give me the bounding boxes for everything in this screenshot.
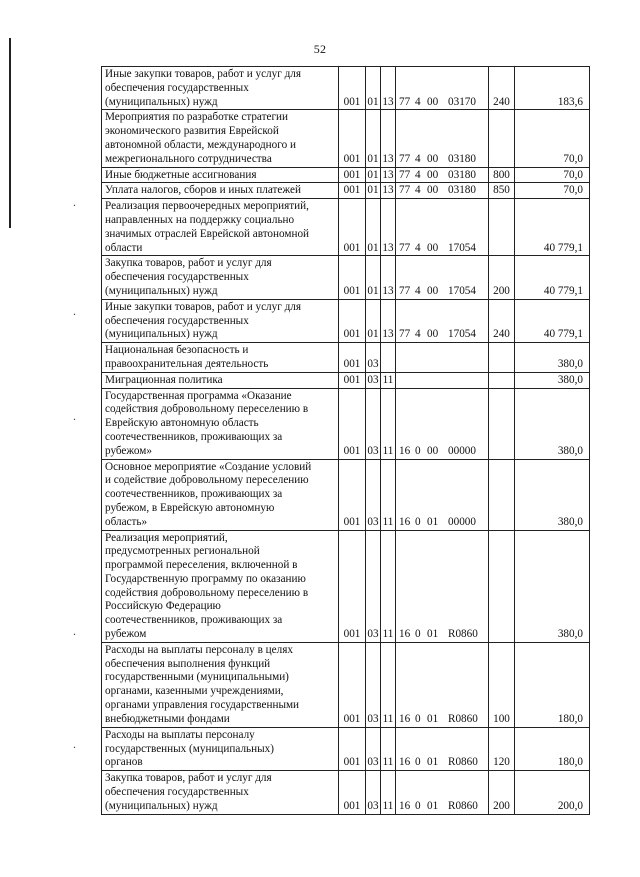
table-row — [102, 67, 590, 110]
row-pr: 11 — [381, 530, 396, 642]
row-sum: 40 779,1 — [515, 256, 590, 299]
table-row — [102, 459, 590, 530]
row-gr: 001 — [339, 642, 366, 727]
row-name: Расходы на выплаты персоналу государственных (муниципальных) органов — [102, 727, 339, 770]
row-gr: 001 — [339, 530, 366, 642]
csr-part: 17054 — [448, 284, 476, 297]
row-pr: 11 — [381, 727, 396, 770]
row-name: Миграционная политика — [102, 372, 339, 388]
binding-line — [9, 38, 11, 228]
row-gr: 001 — [339, 183, 366, 199]
margin-mark: . — [73, 409, 76, 423]
csr-part: 03170 — [448, 95, 476, 108]
row-gr: 001 — [339, 771, 366, 814]
table-row — [102, 256, 590, 299]
row-sum: 380,0 — [515, 372, 590, 388]
csr-part: 4 — [415, 168, 421, 181]
row-name: Расходы на выплаты персоналу в целях обеспечения выполнения функций государственными (муниципальными) органами, казенными учреждениями, органами управления государственными внебюджетными фондами — [102, 642, 339, 727]
csr-part: 17054 — [448, 241, 476, 254]
csr-part: 16 — [399, 628, 411, 641]
row-pr: 11 — [381, 642, 396, 727]
table-row — [102, 199, 590, 256]
csr-part: 4 — [415, 152, 421, 165]
csr-part: 00 — [427, 284, 439, 297]
csr-part: 03180 — [448, 184, 476, 197]
row-vr: 200 — [489, 256, 515, 299]
row-rz: 03 — [366, 530, 381, 642]
row-csr — [396, 67, 489, 110]
row-name: Иные закупки товаров, работ и услуг для обеспечения государственных (муниципальных) нужд — [102, 299, 339, 342]
row-vr — [489, 459, 515, 530]
row-csr — [396, 343, 489, 373]
page-number: 52 — [313, 42, 327, 56]
csr-part: R0860 — [448, 628, 478, 641]
csr-part: R0860 — [448, 799, 478, 812]
row-vr — [489, 199, 515, 256]
csr-part: 16 — [399, 713, 411, 726]
row-sum: 70,0 — [515, 183, 590, 199]
table-row — [102, 110, 590, 167]
csr-part: 01 — [427, 628, 439, 641]
csr-part: 77 — [399, 168, 411, 181]
row-rz: 03 — [366, 459, 381, 530]
table-row — [102, 183, 590, 199]
csr-part: 03180 — [448, 152, 476, 165]
row-pr: 11 — [381, 459, 396, 530]
row-csr — [396, 388, 489, 459]
row-sum: 183,6 — [515, 67, 590, 110]
row-sum: 180,0 — [515, 642, 590, 727]
table-row — [102, 530, 590, 642]
row-name: Реализация первоочередных мероприятий, направленных на поддержку социально значимых отраслей Еврейской автономной области — [102, 199, 339, 256]
row-sum: 70,0 — [515, 110, 590, 167]
row-gr: 001 — [339, 727, 366, 770]
csr-part: 0 — [415, 515, 421, 528]
row-pr: 13 — [381, 167, 396, 183]
csr-part: 01 — [427, 713, 439, 726]
row-name: Уплата налогов, сборов и иных платежей — [102, 183, 339, 199]
table-row — [102, 642, 590, 727]
row-rz: 01 — [366, 110, 381, 167]
csr-part: 01 — [427, 799, 439, 812]
row-csr — [396, 372, 489, 388]
csr-part: 00 — [427, 444, 439, 457]
csr-part: 03180 — [448, 168, 476, 181]
row-pr: 11 — [381, 388, 396, 459]
row-pr: 13 — [381, 256, 396, 299]
csr-part: 77 — [399, 95, 411, 108]
row-gr: 001 — [339, 343, 366, 373]
row-vr: 800 — [489, 167, 515, 183]
row-rz: 01 — [366, 256, 381, 299]
row-gr: 001 — [339, 372, 366, 388]
row-sum: 380,0 — [515, 530, 590, 642]
row-sum: 70,0 — [515, 167, 590, 183]
row-gr: 001 — [339, 459, 366, 530]
csr-part: 16 — [399, 515, 411, 528]
row-vr — [489, 372, 515, 388]
csr-part: 00 — [427, 184, 439, 197]
row-csr — [396, 256, 489, 299]
csr-part: 4 — [415, 95, 421, 108]
row-sum: 40 779,1 — [515, 299, 590, 342]
row-rz: 03 — [366, 372, 381, 388]
row-vr: 240 — [489, 299, 515, 342]
row-vr — [489, 343, 515, 373]
row-rz: 03 — [366, 343, 381, 373]
csr-part: 77 — [399, 284, 411, 297]
csr-part: 00000 — [448, 515, 476, 528]
row-sum: 200,0 — [515, 771, 590, 814]
csr-part: 4 — [415, 284, 421, 297]
csr-part: 00 — [427, 152, 439, 165]
row-rz: 03 — [366, 388, 381, 459]
budget-table — [101, 66, 590, 815]
margin-mark: . — [73, 624, 76, 638]
csr-part: 17054 — [448, 328, 476, 341]
row-csr — [396, 299, 489, 342]
row-csr — [396, 199, 489, 256]
row-csr — [396, 771, 489, 814]
row-pr: 13 — [381, 299, 396, 342]
csr-part: 4 — [415, 241, 421, 254]
csr-part: 00 — [427, 328, 439, 341]
margin-mark: . — [73, 195, 76, 209]
table-row — [102, 771, 590, 814]
table-row — [102, 727, 590, 770]
margin-mark: . — [73, 737, 76, 751]
row-gr: 001 — [339, 256, 366, 299]
row-csr — [396, 167, 489, 183]
csr-part: 77 — [399, 152, 411, 165]
csr-part: R0860 — [448, 713, 478, 726]
row-name: Закупка товаров, работ и услуг для обеспечения государственных (муниципальных) нужд — [102, 771, 339, 814]
row-name: Иные закупки товаров, работ и услуг для обеспечения государственных (муниципальных) нужд — [102, 67, 339, 110]
row-sum: 380,0 — [515, 388, 590, 459]
csr-part: 01 — [427, 756, 439, 769]
csr-part: 00 — [427, 95, 439, 108]
row-rz: 03 — [366, 727, 381, 770]
csr-part: 0 — [415, 713, 421, 726]
row-gr: 001 — [339, 299, 366, 342]
margin-mark: . — [73, 304, 76, 318]
row-name: Мероприятия по разработке стратегии экономического развития Еврейской автономной области, международного и межрегионального сотрудничества — [102, 110, 339, 167]
row-name: Иные бюджетные ассигнования — [102, 167, 339, 183]
row-vr — [489, 388, 515, 459]
table-row — [102, 343, 590, 373]
row-rz: 01 — [366, 167, 381, 183]
row-csr — [396, 530, 489, 642]
csr-part: 01 — [427, 515, 439, 528]
csr-part: R0860 — [448, 756, 478, 769]
csr-part: 00 — [427, 241, 439, 254]
row-rz: 01 — [366, 67, 381, 110]
row-vr: 240 — [489, 67, 515, 110]
row-vr: 100 — [489, 642, 515, 727]
row-csr — [396, 727, 489, 770]
table-row — [102, 167, 590, 183]
row-pr — [381, 343, 396, 373]
row-csr — [396, 183, 489, 199]
row-vr: 850 — [489, 183, 515, 199]
row-sum: 180,0 — [515, 727, 590, 770]
row-sum: 40 779,1 — [515, 199, 590, 256]
row-sum: 380,0 — [515, 459, 590, 530]
row-name: Государственная программа «Оказание содействия добровольному переселению в Еврейскую автономную область соотечественников, проживающих за рубежом» — [102, 388, 339, 459]
csr-part: 00000 — [448, 444, 476, 457]
row-pr: 11 — [381, 771, 396, 814]
row-vr: 200 — [489, 771, 515, 814]
row-rz: 03 — [366, 642, 381, 727]
row-pr: 13 — [381, 199, 396, 256]
csr-part: 77 — [399, 328, 411, 341]
row-name: Закупка товаров, работ и услуг для обеспечения государственных (муниципальных) нужд — [102, 256, 339, 299]
csr-part: 0 — [415, 628, 421, 641]
csr-part: 4 — [415, 184, 421, 197]
row-pr: 11 — [381, 372, 396, 388]
row-sum: 380,0 — [515, 343, 590, 373]
row-rz: 01 — [366, 299, 381, 342]
row-csr — [396, 459, 489, 530]
row-rz: 01 — [366, 199, 381, 256]
row-pr: 13 — [381, 110, 396, 167]
row-rz: 03 — [366, 771, 381, 814]
row-rz: 01 — [366, 183, 381, 199]
table-row — [102, 299, 590, 342]
row-pr: 13 — [381, 183, 396, 199]
csr-part: 16 — [399, 799, 411, 812]
csr-part: 77 — [399, 241, 411, 254]
row-vr — [489, 110, 515, 167]
row-pr: 13 — [381, 67, 396, 110]
csr-part: 16 — [399, 444, 411, 457]
row-vr: 120 — [489, 727, 515, 770]
row-gr: 001 — [339, 67, 366, 110]
row-vr — [489, 530, 515, 642]
row-gr: 001 — [339, 167, 366, 183]
row-csr — [396, 642, 489, 727]
row-gr: 001 — [339, 110, 366, 167]
csr-part: 4 — [415, 328, 421, 341]
csr-part: 00 — [427, 168, 439, 181]
csr-part: 0 — [415, 799, 421, 812]
row-csr — [396, 110, 489, 167]
table-row — [102, 372, 590, 388]
row-gr: 001 — [339, 199, 366, 256]
csr-part: 0 — [415, 756, 421, 769]
row-gr: 001 — [339, 388, 366, 459]
csr-part: 77 — [399, 184, 411, 197]
csr-part: 16 — [399, 756, 411, 769]
row-name: Основное мероприятие «Создание условий и содействие добровольному переселению соотечественников, проживающих за рубежом, в Еврейскую автономную область» — [102, 459, 339, 530]
csr-part: 0 — [415, 444, 421, 457]
row-name: Реализация мероприятий, предусмотренных региональной программой переселения, включенной в Государственную программу по оказанию содействия добровольному переселению в Российскую Федерацию соотечественников, проживающих за рубежом — [102, 530, 339, 642]
table-row — [102, 388, 590, 459]
row-name: Национальная безопасность и правоохранительная деятельность — [102, 343, 339, 373]
